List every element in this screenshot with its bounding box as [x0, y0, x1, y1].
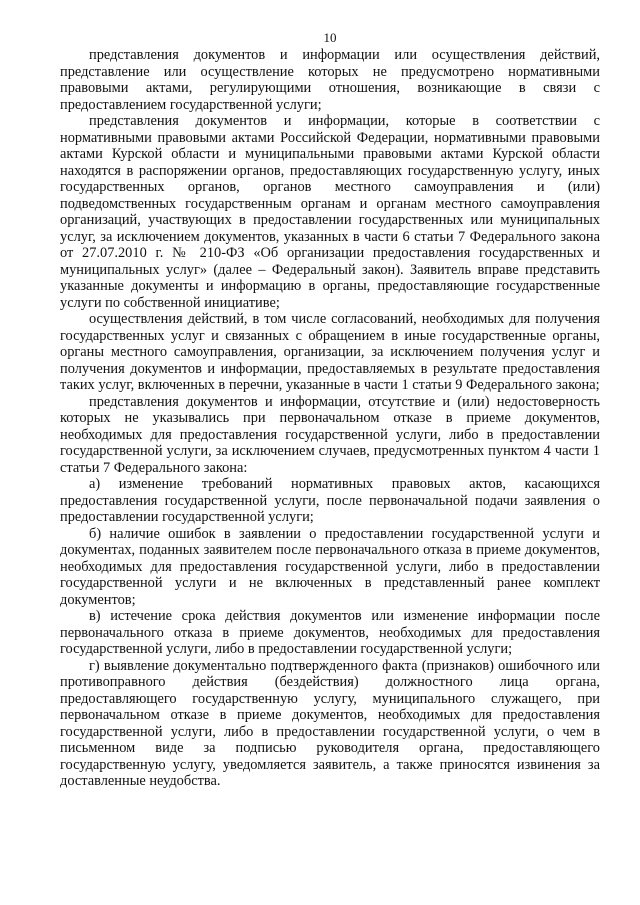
list-item-a: а) изменение требований нормативных правовых актов, касающихся предоставления государственной услуги, после первоначальной подачи заявления о предоставлении государственной услуги;: [60, 476, 600, 525]
paragraph-documents-in-possession: представления документов и информации, которые в соответствии с нормативными правовыми актами Российской Федерации, нормативными правовыми актами Курской области и муниципальными правовыми актами Курской области находятся в распоряжении органов, предоставляющих государственную услугу, иных государственных органов, органов местного самоуправления и (или) подведомственных государственным органам и органам местного самоуправления организаций, участвующих в предоставлении государственных или муниципальных услуг, за исключением документов, указанных в части 6 статьи 7 Федерального закона от 27.07.2010 г. № 210-ФЗ «Об организации предоставления государственных и муниципальных услуг» (далее – Федеральный закон). Заявитель вправе представить указанные документы и информацию в органы, предоставляющие государственные услуги по собственной инициативе;: [60, 113, 600, 311]
list-item-v: в) истечение срока действия документов или изменение информации после первоначального отказа в приеме документов, необходимых для предоставления государственной услуги, либо в предоставлении государственной услуги;: [60, 608, 600, 657]
page-number: 10: [323, 30, 337, 45]
list-item-b: б) наличие ошибок в заявлении о предоставлении государственной услуги и документах, поданных заявителем после первоначального отказа в приеме документов, необходимых для предоставления государственной услуги, либо в предоставлении государственной услуги и не включенных в представленный ранее комплект документов;: [60, 525, 600, 608]
paragraph-documents-not-required: представления документов и информации или осуществления действий, представление или осуществление которых не предусмотрено нормативными правовыми актами, регулирующими отношения, возникающие в связи с предоставлением государственной услуги;: [60, 47, 600, 113]
paragraph-missing-documents: представления документов и информации, отсутствие и (или) недостоверность которых не указывались при первоначальном отказе в приеме документов, необходимых для предоставления государственной услуги, либо в предоставлении государственной услуги, за исключением случаев, предусмотренных пунктом 4 части 1 статьи 7 Федерального закона:: [60, 393, 600, 476]
list-item-g: г) выявление документально подтвержденного факта (признаков) ошибочного или противоправного действия (бездействия) должностного лица органа, предоставляющего государственную услугу, муниципального служащего, при первоначальном отказе в приеме документов, необходимых для предоставления государственной услуги, либо в предоставлении государственной услуги, о чем в письменном виде за подписью руководителя органа, предоставляющего государственную услугу, уведомляется заявитель, а также приносятся извинения за доставленные неудобства.: [60, 657, 600, 789]
paragraph-approvals: осуществления действий, в том числе согласований, необходимых для получения государственных услуг и связанных с обращением в иные государственные органы, органы местного самоуправления, организации, за исключением получения услуг и получения документов и информации, предоставляемых в результате предоставления таких услуг, включенных в перечни, указанные в части 1 статьи 9 Федерального закона;: [60, 311, 600, 393]
